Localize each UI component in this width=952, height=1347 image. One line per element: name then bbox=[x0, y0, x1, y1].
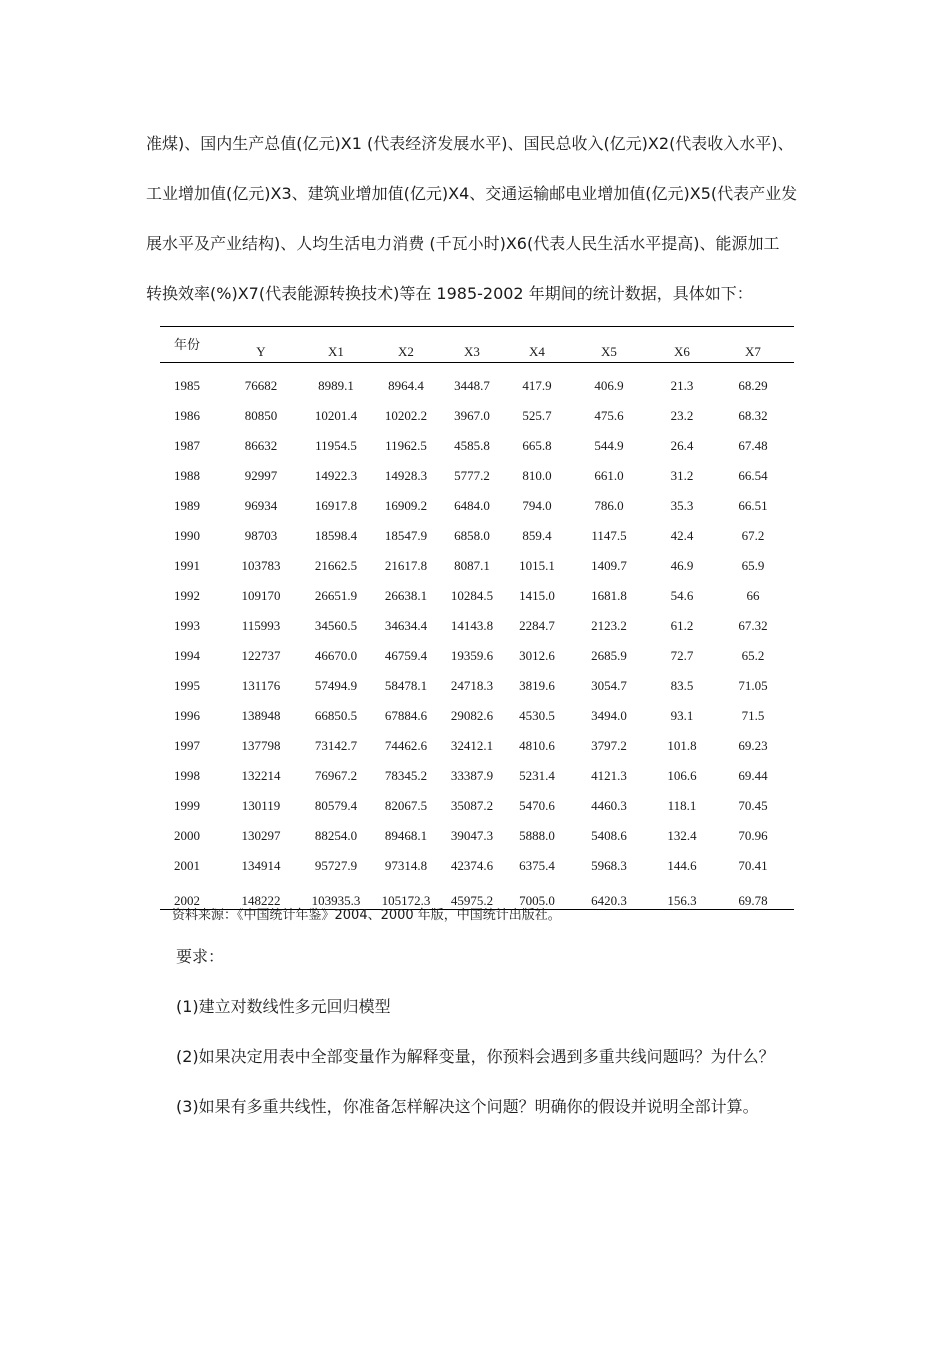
table-row bbox=[160, 521, 794, 551]
table-row bbox=[160, 431, 794, 461]
cell-value: 134914 bbox=[241, 858, 281, 873]
cell-value: 103783 bbox=[241, 558, 281, 573]
cell-value: 31.2 bbox=[670, 468, 694, 483]
cell-value: 26.4 bbox=[670, 438, 694, 453]
cell-value: 97314.8 bbox=[384, 858, 428, 873]
cell-value: 46.9 bbox=[670, 558, 694, 573]
cell-value: 106.6 bbox=[667, 768, 697, 783]
cell-value: 19359.6 bbox=[450, 648, 494, 663]
table-row bbox=[160, 641, 794, 671]
header-x1: X1 bbox=[296, 327, 376, 363]
cell-value: 6484.0 bbox=[454, 498, 490, 513]
cell-value: 92997 bbox=[244, 468, 278, 483]
cell-value: 34560.5 bbox=[314, 618, 358, 633]
source-note: 资料来源：《中国统计年鉴》2004、2000 年版，中国统计出版社。 bbox=[172, 908, 561, 923]
cell-value: 786.0 bbox=[594, 498, 624, 513]
cell-value: 76967.2 bbox=[314, 768, 358, 783]
table-row bbox=[160, 461, 794, 491]
cell-year: 1991 bbox=[174, 558, 200, 573]
table-row bbox=[160, 363, 794, 402]
cell-value: 8964.4 bbox=[388, 378, 424, 393]
table-row bbox=[160, 761, 794, 791]
cell-value: 67.2 bbox=[741, 528, 765, 543]
cell-value: 1147.5 bbox=[591, 528, 627, 543]
requirements-heading: 要求： bbox=[176, 947, 225, 966]
cell-value: 57494.9 bbox=[314, 678, 358, 693]
cell-value: 35.3 bbox=[670, 498, 694, 513]
cell-value: 69.78 bbox=[712, 881, 794, 910]
cell-value: 3967.0 bbox=[454, 408, 490, 423]
cell-value: 67.48 bbox=[738, 438, 768, 453]
cell-value: 65.9 bbox=[741, 558, 765, 573]
cell-value: 29082.6 bbox=[450, 708, 494, 723]
cell-value: 1409.7 bbox=[591, 558, 627, 573]
cell-value: 156.3 bbox=[652, 881, 712, 910]
table-row bbox=[160, 791, 794, 821]
cell-value: 70.41 bbox=[738, 858, 768, 873]
cell-year: 1996 bbox=[174, 708, 200, 723]
cell-value: 130297 bbox=[241, 828, 281, 843]
table-row bbox=[160, 581, 794, 611]
cell-value: 23.2 bbox=[670, 408, 694, 423]
cell-value: 42374.6 bbox=[450, 858, 494, 873]
cell-value: 83.5 bbox=[670, 678, 694, 693]
intro-line-2: 工业增加值(亿元)X3、建筑业增加值(亿元)X4、交通运输邮电业增加值(亿元)X5(代表产业发 bbox=[146, 184, 798, 203]
cell-value: 39047.3 bbox=[450, 828, 494, 843]
cell-value: 6375.4 bbox=[519, 858, 555, 873]
requirement-item-2: (2)如果决定用表中全部变量作为解释变量，你预料会遇到多重共线问题吗？为什么？ bbox=[176, 1047, 775, 1066]
cell-year: 1987 bbox=[174, 438, 200, 453]
cell-value: 80579.4 bbox=[314, 798, 358, 813]
table-row bbox=[160, 551, 794, 581]
table-row bbox=[160, 821, 794, 851]
header-x6: X6 bbox=[652, 327, 712, 363]
intro-line-1: 准煤)、国内生产总值(亿元)X1 (代表经济发展水平)、国民总收入(亿元)X2(代表收入水平)、 bbox=[146, 134, 794, 153]
cell-value: 3054.7 bbox=[591, 678, 627, 693]
cell-value: 6420.3 bbox=[566, 881, 652, 910]
cell-value: 859.4 bbox=[522, 528, 552, 543]
cell-value: 417.9 bbox=[522, 378, 552, 393]
cell-value: 66.51 bbox=[738, 498, 768, 513]
cell-value: 2284.7 bbox=[519, 618, 555, 633]
cell-value: 115993 bbox=[241, 618, 281, 633]
cell-value: 21662.5 bbox=[314, 558, 358, 573]
cell-value: 144.6 bbox=[667, 858, 697, 873]
cell-value: 10201.4 bbox=[314, 408, 358, 423]
cell-value: 5231.4 bbox=[519, 768, 555, 783]
cell-value: 45975.2 bbox=[436, 881, 508, 910]
cell-value: 68.32 bbox=[738, 408, 768, 423]
cell-value: 21.3 bbox=[670, 378, 694, 393]
header-x4: X4 bbox=[508, 327, 566, 363]
cell-value: 74462.6 bbox=[384, 738, 428, 753]
cell-year: 1992 bbox=[174, 588, 200, 603]
cell-value: 68.29 bbox=[738, 378, 768, 393]
cell-value: 118.1 bbox=[667, 798, 697, 813]
cell-value: 3448.7 bbox=[454, 378, 490, 393]
cell-value: 3819.6 bbox=[519, 678, 555, 693]
cell-value: 69.23 bbox=[738, 738, 768, 753]
cell-value: 21617.8 bbox=[384, 558, 428, 573]
cell-value: 70.96 bbox=[738, 828, 768, 843]
cell-year: 1997 bbox=[174, 738, 200, 753]
cell-value: 101.8 bbox=[667, 738, 697, 753]
table-body bbox=[160, 363, 794, 910]
table-row bbox=[160, 611, 794, 641]
cell-value: 5408.6 bbox=[591, 828, 627, 843]
cell-value: 103935.3 bbox=[296, 881, 376, 910]
cell-year: 2001 bbox=[174, 858, 200, 873]
table-row bbox=[160, 401, 794, 431]
cell-value: 82067.5 bbox=[384, 798, 428, 813]
cell-value: 4530.5 bbox=[519, 708, 555, 723]
cell-value: 2685.9 bbox=[591, 648, 627, 663]
cell-value: 3797.2 bbox=[591, 738, 627, 753]
cell-value: 46759.4 bbox=[384, 648, 428, 663]
cell-value: 66850.5 bbox=[314, 708, 358, 723]
cell-value: 10202.2 bbox=[384, 408, 428, 423]
cell-value: 96934 bbox=[244, 498, 278, 513]
intro-line-3: 展水平及产业结构)、人均生活电力消费 (千瓦小时)X6(代表人民生活水平提高)、能源加工 bbox=[146, 234, 780, 253]
cell-value: 16917.8 bbox=[314, 498, 358, 513]
cell-value: 3494.0 bbox=[591, 708, 627, 723]
cell-value: 78345.2 bbox=[384, 768, 428, 783]
cell-value: 46670.0 bbox=[314, 648, 358, 663]
cell-value: 6858.0 bbox=[454, 528, 490, 543]
cell-value: 131176 bbox=[241, 678, 281, 693]
cell-value: 14922.3 bbox=[314, 468, 358, 483]
intro-line-4: 转换效率(%)X7(代表能源转换技术)等在 1985-2002 年期间的统计数据，具体如下： bbox=[146, 284, 753, 303]
cell-value: 71.05 bbox=[738, 678, 768, 693]
cell-year: 1993 bbox=[174, 618, 200, 633]
header-x7: X7 bbox=[712, 327, 794, 363]
cell-value: 24718.3 bbox=[450, 678, 494, 693]
cell-value: 86632 bbox=[244, 438, 278, 453]
cell-year: 1999 bbox=[174, 798, 200, 813]
cell-value: 8989.1 bbox=[318, 378, 354, 393]
cell-value: 1415.0 bbox=[519, 588, 555, 603]
cell-year: 2002 bbox=[160, 881, 226, 910]
header-x2: X2 bbox=[376, 327, 436, 363]
cell-value: 18598.4 bbox=[314, 528, 358, 543]
cell-value: 11962.5 bbox=[385, 438, 427, 453]
cell-year: 1990 bbox=[174, 528, 200, 543]
cell-value: 544.9 bbox=[594, 438, 624, 453]
cell-value: 1681.8 bbox=[591, 588, 627, 603]
cell-value: 67884.6 bbox=[384, 708, 428, 723]
table-row bbox=[160, 701, 794, 731]
cell-value: 76682 bbox=[244, 378, 278, 393]
cell-value: 16909.2 bbox=[384, 498, 428, 513]
cell-value: 66 bbox=[746, 588, 760, 603]
table-row bbox=[160, 851, 794, 881]
cell-value: 406.9 bbox=[594, 378, 624, 393]
cell-value: 14143.8 bbox=[450, 618, 494, 633]
cell-value: 137798 bbox=[241, 738, 281, 753]
cell-value: 26651.9 bbox=[314, 588, 358, 603]
cell-value: 132.4 bbox=[667, 828, 697, 843]
cell-value: 4121.3 bbox=[591, 768, 627, 783]
cell-value: 130119 bbox=[241, 798, 281, 813]
cell-value: 138948 bbox=[241, 708, 281, 723]
cell-value: 33387.9 bbox=[450, 768, 494, 783]
table-row bbox=[160, 491, 794, 521]
cell-value: 4585.8 bbox=[454, 438, 490, 453]
cell-value: 109170 bbox=[241, 588, 281, 603]
cell-value: 26638.1 bbox=[384, 588, 428, 603]
header-year: 年份 bbox=[160, 327, 226, 363]
table-header-row bbox=[160, 327, 794, 363]
header-y: Y bbox=[226, 327, 296, 363]
cell-year: 2000 bbox=[174, 828, 200, 843]
cell-year: 1985 bbox=[174, 378, 200, 393]
cell-year: 1989 bbox=[174, 498, 200, 513]
cell-value: 98703 bbox=[244, 528, 278, 543]
cell-value: 7005.0 bbox=[508, 881, 566, 910]
cell-value: 71.5 bbox=[741, 708, 765, 723]
cell-value: 5968.3 bbox=[591, 858, 627, 873]
cell-year: 1995 bbox=[174, 678, 200, 693]
cell-value: 11954.5 bbox=[315, 438, 357, 453]
cell-value: 794.0 bbox=[522, 498, 552, 513]
cell-year: 1988 bbox=[174, 468, 200, 483]
cell-value: 95727.9 bbox=[314, 858, 358, 873]
cell-value: 58478.1 bbox=[384, 678, 428, 693]
cell-value: 810.0 bbox=[522, 468, 552, 483]
cell-value: 665.8 bbox=[522, 438, 552, 453]
cell-value: 42.4 bbox=[670, 528, 694, 543]
cell-value: 54.6 bbox=[670, 588, 694, 603]
cell-value: 89468.1 bbox=[384, 828, 428, 843]
table-row bbox=[160, 881, 794, 910]
cell-value: 73142.7 bbox=[314, 738, 358, 753]
cell-value: 148222 bbox=[226, 881, 296, 910]
table-row bbox=[160, 731, 794, 761]
cell-value: 34634.4 bbox=[384, 618, 428, 633]
cell-value: 32412.1 bbox=[450, 738, 494, 753]
cell-value: 5470.6 bbox=[519, 798, 555, 813]
cell-value: 8087.1 bbox=[454, 558, 490, 573]
cell-value: 4810.6 bbox=[519, 738, 555, 753]
cell-value: 5888.0 bbox=[519, 828, 555, 843]
statistics-table bbox=[160, 326, 794, 910]
cell-value: 93.1 bbox=[670, 708, 694, 723]
cell-value: 1015.1 bbox=[519, 558, 555, 573]
cell-value: 661.0 bbox=[594, 468, 624, 483]
cell-year: 1998 bbox=[174, 768, 200, 783]
header-x3: X3 bbox=[436, 327, 508, 363]
cell-value: 3012.6 bbox=[519, 648, 555, 663]
cell-value: 69.44 bbox=[738, 768, 768, 783]
cell-value: 4460.3 bbox=[591, 798, 627, 813]
cell-value: 67.32 bbox=[738, 618, 768, 633]
cell-value: 66.54 bbox=[738, 468, 768, 483]
cell-value: 105172.3 bbox=[376, 881, 436, 910]
cell-value: 475.6 bbox=[594, 408, 624, 423]
cell-value: 5777.2 bbox=[454, 468, 490, 483]
table-row bbox=[160, 671, 794, 701]
cell-value: 10284.5 bbox=[450, 588, 494, 603]
cell-value: 132214 bbox=[241, 768, 281, 783]
cell-value: 61.2 bbox=[670, 618, 694, 633]
cell-value: 14928.3 bbox=[384, 468, 428, 483]
cell-value: 88254.0 bbox=[314, 828, 358, 843]
requirement-item-1: (1)建立对数线性多元回归模型 bbox=[176, 997, 391, 1016]
header-x5: X5 bbox=[566, 327, 652, 363]
cell-value: 80850 bbox=[244, 408, 278, 423]
cell-value: 65.2 bbox=[741, 648, 765, 663]
cell-value: 35087.2 bbox=[450, 798, 494, 813]
cell-value: 18547.9 bbox=[384, 528, 428, 543]
cell-year: 1986 bbox=[174, 408, 200, 423]
cell-value: 72.7 bbox=[670, 648, 694, 663]
cell-value: 122737 bbox=[241, 648, 281, 663]
cell-year: 1994 bbox=[174, 648, 200, 663]
cell-value: 525.7 bbox=[522, 408, 552, 423]
requirement-item-3: (3)如果有多重共线性，你准备怎样解决这个问题？明确你的假设并说明全部计算。 bbox=[176, 1097, 759, 1116]
cell-value: 70.45 bbox=[738, 798, 768, 813]
cell-value: 2123.2 bbox=[591, 618, 627, 633]
